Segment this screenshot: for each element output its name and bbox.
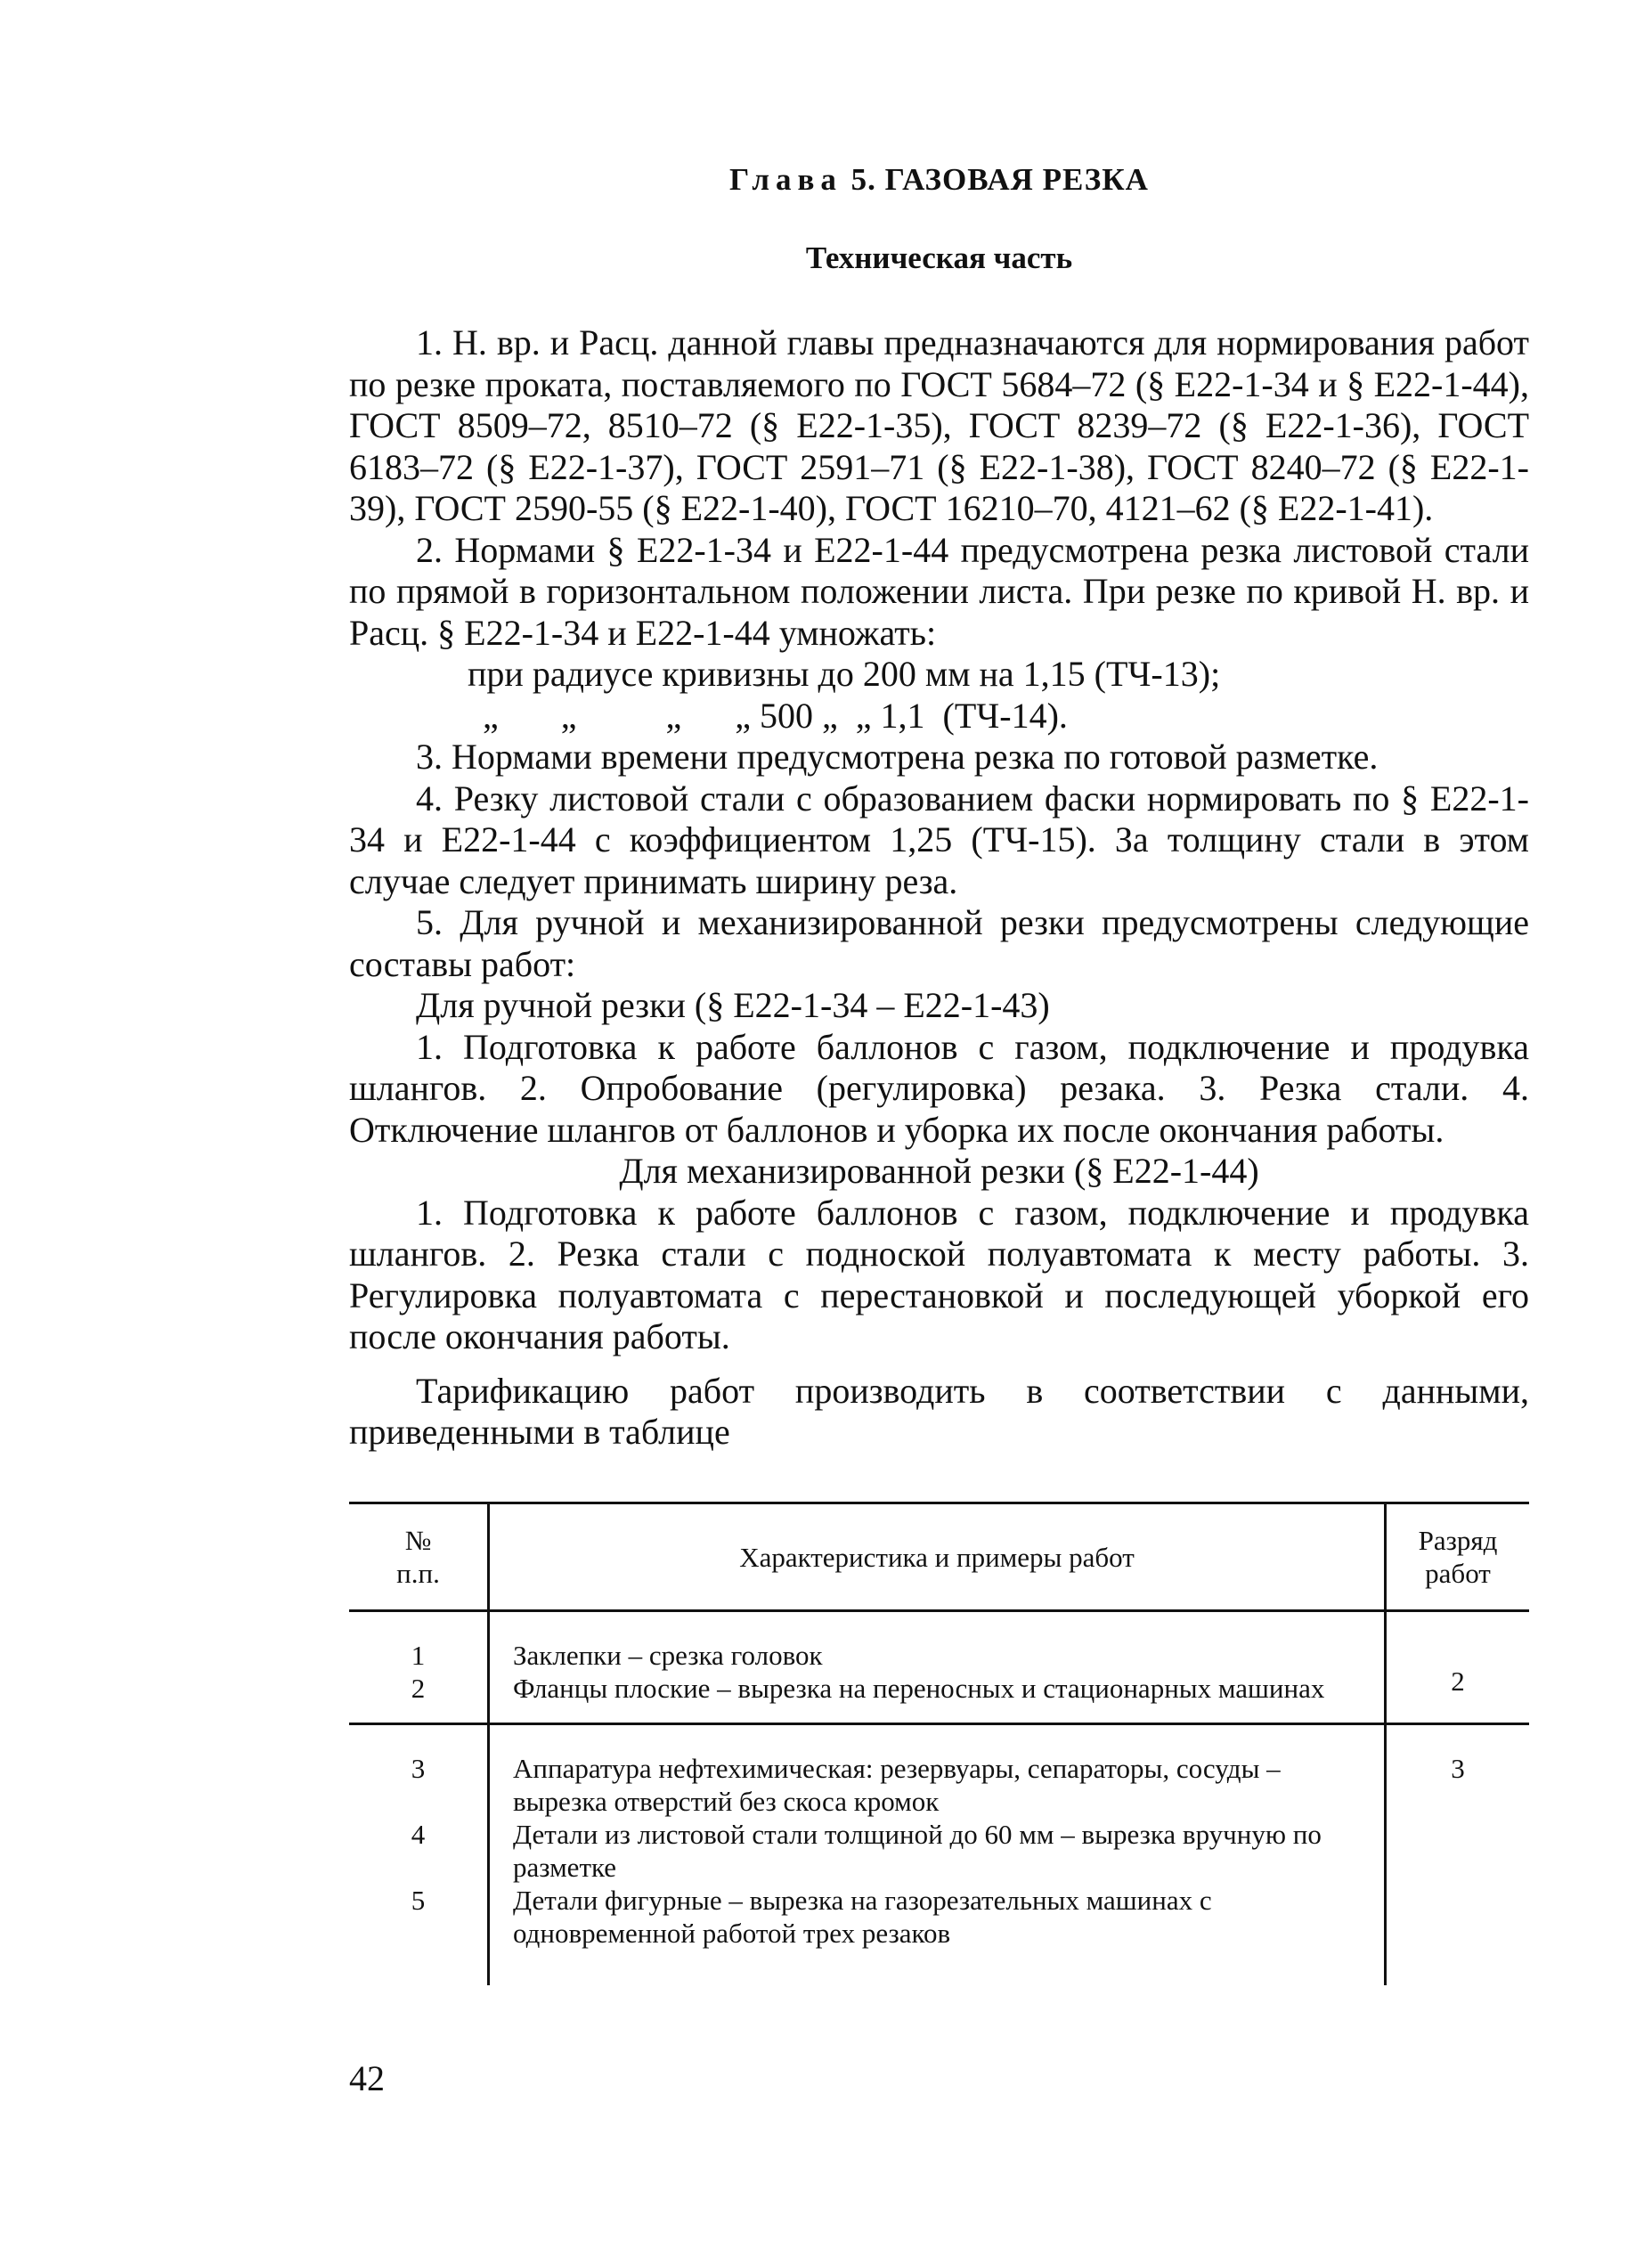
row-description: Аппаратура нефтехимическая: резервуары, сепараторы, сосуды – вырезка отверстий без скоса кромок — [489, 1724, 1386, 1819]
table-header-row — [349, 1503, 1529, 1611]
header-grade: Разряд работ — [1386, 1503, 1530, 1611]
paragraph-2-radius-200: при радиусе кривизны до 200 мм на 1,15 (ТЧ-13); — [468, 654, 1221, 694]
row-grade: 2 — [1386, 1611, 1530, 1724]
row-description: Заклепки – срезка головок — [489, 1611, 1386, 1673]
row-number: 3 — [349, 1724, 489, 1819]
tariff-paragraph: Тарификацию работ производить в соответствии с данными, приведенными в таблице — [349, 1370, 1529, 1452]
table-row — [349, 1884, 1529, 1985]
paragraph-4: 4. Резку листовой стали с образованием фаски нормировать по § Е22-1-34 и Е22-1-44 с коэффициентом 1,25 (ТЧ-15). За толщину стали в этом случае следует принимать ширину реза. — [349, 778, 1529, 901]
body-text — [349, 322, 1529, 1454]
row-grade: 3 — [1451, 1753, 1465, 1784]
paragraph-5: 5. Для ручной и механизированной резки предусмотрены следующие составы работ: — [349, 902, 1529, 984]
row-number: 2 — [349, 1672, 489, 1724]
chapter-title: 5. ГАЗОВАЯ РЕЗКА — [842, 162, 1149, 197]
mechanized-cutting-steps: 1. Подготовка к работе баллонов с газом, подключение и продувка шлангов. 2. Резка стали с подноской полуавтомата к месту работы. 3. Регулировка полуавтомата с перестановкой и последующей уборкой его после окончания работы. — [349, 1192, 1529, 1356]
mechanized-cutting-heading: Для механизированной резки (§ Е22-1-44) — [619, 1151, 1259, 1191]
row-description: Детали фигурные – вырезка на газорезательных машинах с одновременной работой трех резаков — [489, 1884, 1386, 1985]
paragraph-1: 1. Н. вр. и Расц. данной главы предназначаются для нормирования работ по резке проката, поставляемого по ГОСТ 5684–72 (§ Е22-1-34 и § Е22-1-44), ГОСТ 8509–72, 8510–72 (§ Е22-1-35), ГОСТ 8239–72 (§ Е22-1-36), ГОСТ 6183–72 (§ Е22-1-37), ГОСТ 2591–71 (§ Е22-1-38), ГОСТ 8240–72 (§ Е22-1-39), ГОСТ 2590-55 (§ Е22-1-40), ГОСТ 16210–70, 4121–62 (§ Е22-1-41). — [349, 322, 1529, 528]
table-row — [349, 1672, 1529, 1724]
chapter-heading — [349, 162, 1529, 198]
row-number: 1 — [349, 1611, 489, 1673]
paragraph-3: 3. Нормами времени предусмотрена резка по готовой разметке. — [416, 737, 1379, 777]
table-row — [349, 1818, 1529, 1884]
header-description: Характеристика и примеры работ — [489, 1503, 1386, 1611]
row-description: Фланцы плоские – вырезка на переносных и стационарных машинах — [489, 1672, 1386, 1724]
row-description: Детали из листовой стали толщиной до 60 мм – вырезка вручную по разметке — [489, 1818, 1386, 1884]
section-subtitle: Техническая часть — [805, 240, 1073, 275]
manual-cutting-steps: 1. Подготовка к работе баллонов с газом, подключение и продувка шлангов. 2. Опробование (регулировка) резака. 3. Резка стали. 4. Отключение шлангов от баллонов и уборка их после окончания работы. — [349, 1026, 1529, 1150]
row-number: 5 — [349, 1884, 489, 1985]
work-grade-table — [349, 1502, 1529, 1985]
paragraph-2-radius-500: „ „ „ „ 500 „ „ 1,1 (ТЧ-14). — [483, 695, 1068, 736]
header-number: № п.п. — [349, 1503, 489, 1611]
table-row — [349, 1611, 1529, 1673]
manual-cutting-heading: Для ручной резки (§ Е22-1-34 – Е22-1-43) — [416, 985, 1050, 1025]
row-number: 4 — [349, 1818, 489, 1884]
paragraph-2: 2. Нормами § Е22-1-34 и Е22-1-44 предусмотрена резка листовой стали по прямой в горизонтальном положении листа. При резке по кривой Н. вр. и Расц. § Е22-1-34 и Е22-1-44 умножать: — [349, 529, 1529, 653]
page-number: 42 — [349, 2058, 385, 2098]
table-row — [349, 1724, 1529, 1819]
chapter-word: Глава — [729, 162, 842, 197]
